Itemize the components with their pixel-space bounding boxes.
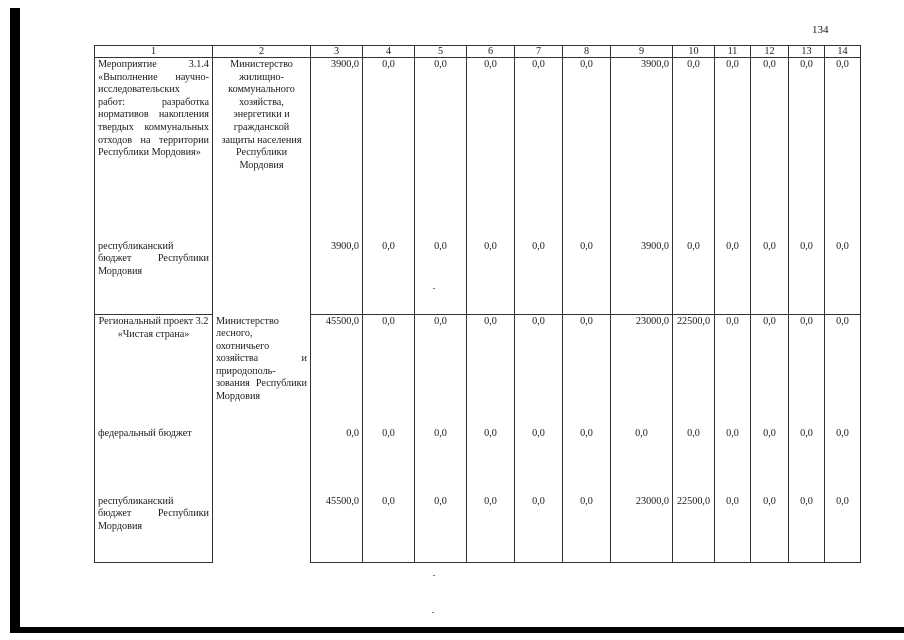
value-cell: 0,0 bbox=[515, 58, 563, 240]
budget-table bbox=[94, 45, 861, 563]
table-row bbox=[95, 495, 861, 563]
row-name: Региональный проект 3.2 «Чистая страна» bbox=[95, 315, 213, 427]
value-cell: 0,0 bbox=[825, 240, 861, 315]
scan-speck bbox=[433, 575, 435, 576]
value-cell: 0,0 bbox=[751, 58, 789, 240]
value-cell: 0,0 bbox=[415, 240, 467, 315]
value-cell: 0,0 bbox=[415, 427, 467, 495]
value-cell: 0,0 bbox=[363, 58, 415, 240]
value-cell: 0,0 bbox=[789, 495, 825, 563]
row-executor: Министерство жилищно-коммунального хозяйства, энергетики и гражданской защиты населения Республики Мордовия bbox=[213, 58, 311, 315]
column-header: 10 bbox=[673, 46, 715, 58]
value-cell: 3900,0 bbox=[611, 240, 673, 315]
value-cell: 23000,0 bbox=[611, 315, 673, 427]
value-cell: 0,0 bbox=[825, 427, 861, 495]
value-cell: 0,0 bbox=[515, 427, 563, 495]
row-name: Мероприятие 3.1.4 «Выполнение научно-исследовательских работ: разработка нормативов накопления твердых коммунальных отходов на территории Республики Мордовия» bbox=[95, 58, 213, 240]
column-header: 13 bbox=[789, 46, 825, 58]
value-cell: 3900,0 bbox=[611, 58, 673, 240]
value-cell: 0,0 bbox=[715, 58, 751, 240]
value-cell: 0,0 bbox=[751, 495, 789, 563]
value-cell: 0,0 bbox=[825, 315, 861, 427]
value-cell: 45500,0 bbox=[311, 495, 363, 563]
row-name: федеральный бюджет bbox=[95, 427, 213, 495]
row-name: республиканский бюджет Республики Мордовия bbox=[95, 495, 213, 563]
value-cell: 0,0 bbox=[611, 427, 673, 495]
value-cell: 0,0 bbox=[715, 427, 751, 495]
value-cell: 0,0 bbox=[563, 495, 611, 563]
value-cell: 0,0 bbox=[467, 427, 515, 495]
value-cell: 23000,0 bbox=[611, 495, 673, 563]
value-cell: 0,0 bbox=[751, 315, 789, 427]
table-row bbox=[95, 240, 861, 315]
value-cell: 0,0 bbox=[789, 315, 825, 427]
row-executor: Министерство лесного, охотничьего хозяйства и природополь-зования Республики Мордовия bbox=[213, 315, 311, 563]
value-cell: 0,0 bbox=[363, 495, 415, 563]
value-cell: 0,0 bbox=[515, 315, 563, 427]
scan-edge-left bbox=[10, 8, 20, 632]
value-cell: 0,0 bbox=[789, 58, 825, 240]
column-header: 5 bbox=[415, 46, 467, 58]
value-cell: 22500,0 bbox=[673, 495, 715, 563]
value-cell: 0,0 bbox=[673, 427, 715, 495]
value-cell: 0,0 bbox=[789, 240, 825, 315]
column-header: 11 bbox=[715, 46, 751, 58]
value-cell: 3900,0 bbox=[311, 58, 363, 240]
value-cell: 0,0 bbox=[363, 315, 415, 427]
value-cell: 0,0 bbox=[311, 427, 363, 495]
value-cell: 0,0 bbox=[363, 427, 415, 495]
column-header: 9 bbox=[611, 46, 673, 58]
column-header: 7 bbox=[515, 46, 563, 58]
column-header: 14 bbox=[825, 46, 861, 58]
value-cell: 0,0 bbox=[715, 495, 751, 563]
page-number: 134 bbox=[812, 24, 829, 36]
column-header: 1 bbox=[95, 46, 213, 58]
column-header: 3 bbox=[311, 46, 363, 58]
value-cell: 3900,0 bbox=[311, 240, 363, 315]
value-cell: 0,0 bbox=[363, 240, 415, 315]
value-cell: 45500,0 bbox=[311, 315, 363, 427]
value-cell: 0,0 bbox=[751, 240, 789, 315]
value-cell: 0,0 bbox=[825, 58, 861, 240]
table-row bbox=[95, 427, 861, 495]
value-cell: 0,0 bbox=[515, 240, 563, 315]
value-cell: 0,0 bbox=[789, 427, 825, 495]
value-cell: 0,0 bbox=[467, 315, 515, 427]
value-cell: 0,0 bbox=[825, 495, 861, 563]
value-cell: 0,0 bbox=[715, 315, 751, 427]
table-row bbox=[95, 315, 861, 427]
column-header: 12 bbox=[751, 46, 789, 58]
value-cell: 0,0 bbox=[563, 240, 611, 315]
value-cell: 0,0 bbox=[467, 495, 515, 563]
value-cell: 0,0 bbox=[415, 315, 467, 427]
value-cell: 0,0 bbox=[673, 58, 715, 240]
value-cell: 0,0 bbox=[467, 240, 515, 315]
scan-speck bbox=[433, 288, 435, 289]
row-name: республиканский бюджет Республики Мордовия bbox=[95, 240, 213, 315]
column-header: 2 bbox=[213, 46, 311, 58]
table-row bbox=[95, 58, 861, 240]
scan-edge-bottom bbox=[10, 627, 904, 633]
value-cell: 0,0 bbox=[751, 427, 789, 495]
value-cell: 0,0 bbox=[563, 315, 611, 427]
value-cell: 0,0 bbox=[563, 427, 611, 495]
column-number-row bbox=[95, 46, 861, 58]
value-cell: 0,0 bbox=[415, 495, 467, 563]
scan-speck bbox=[432, 612, 434, 613]
value-cell: 0,0 bbox=[415, 58, 467, 240]
value-cell: 0,0 bbox=[515, 495, 563, 563]
value-cell: 22500,0 bbox=[673, 315, 715, 427]
column-header: 8 bbox=[563, 46, 611, 58]
column-header: 6 bbox=[467, 46, 515, 58]
column-header: 4 bbox=[363, 46, 415, 58]
value-cell: 0,0 bbox=[715, 240, 751, 315]
value-cell: 0,0 bbox=[467, 58, 515, 240]
value-cell: 0,0 bbox=[563, 58, 611, 240]
value-cell: 0,0 bbox=[673, 240, 715, 315]
